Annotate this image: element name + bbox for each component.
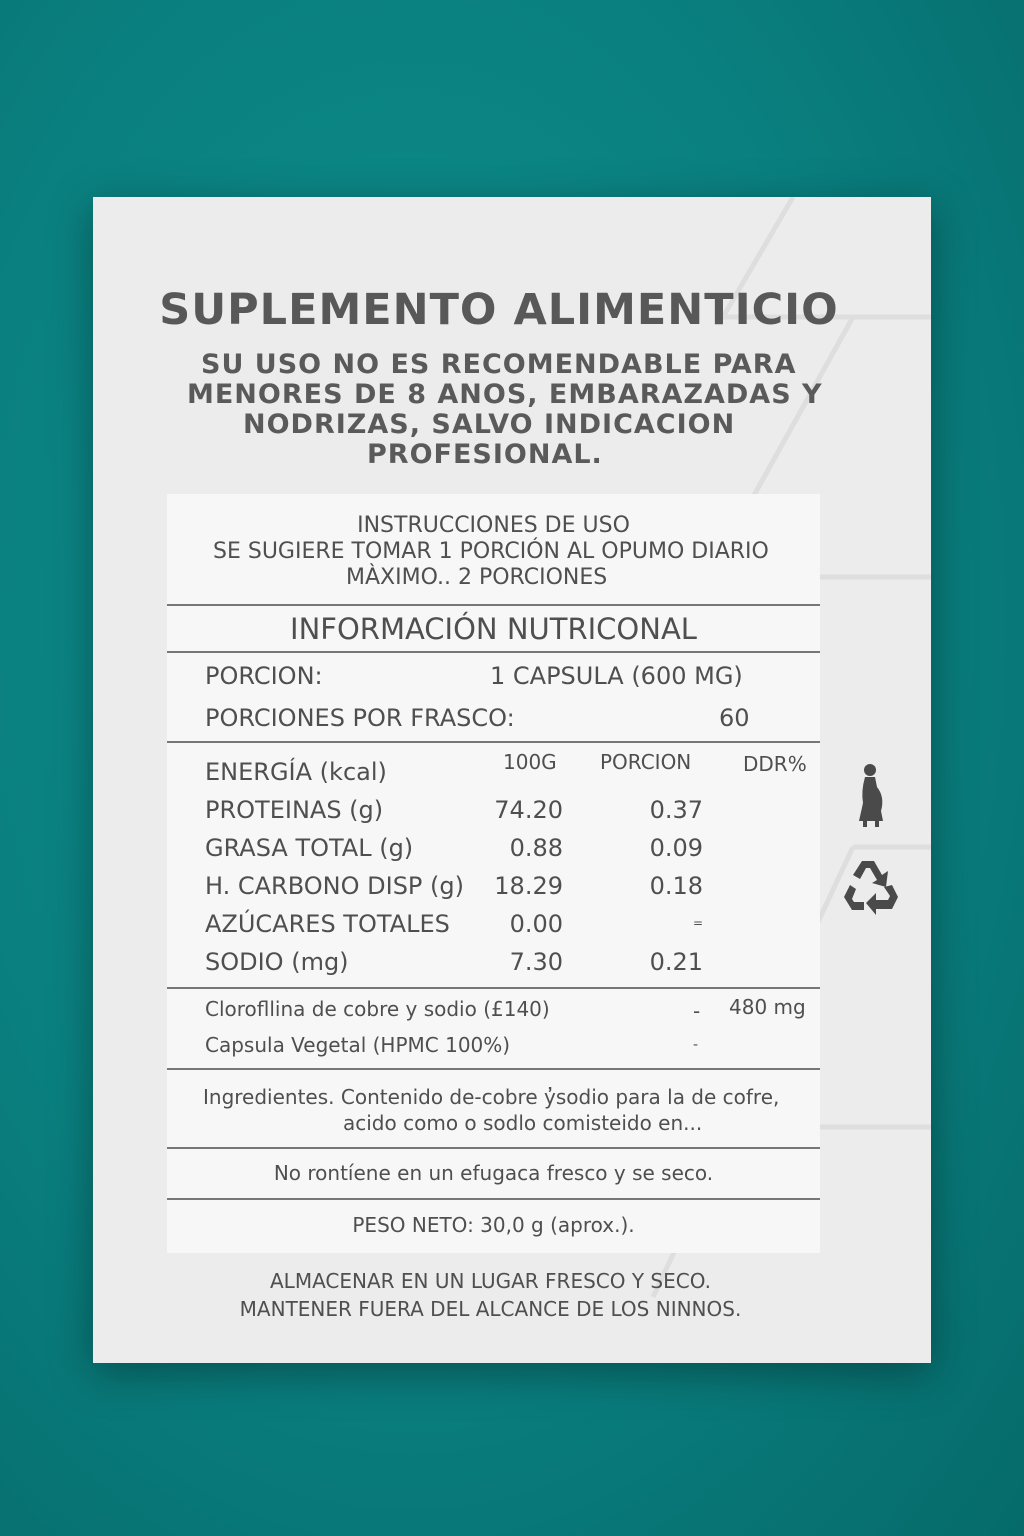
row-sodium-portion: 0.21 xyxy=(649,948,703,976)
footer-line-2: MANTENER FUERA DEL ALCANCE DE LOS NINNOS. xyxy=(239,1297,742,1321)
storage-note: No rontíene en un efugaca fresco y se seco. xyxy=(273,1161,714,1185)
row-carbs-portion: 0.18 xyxy=(649,872,703,900)
extra-capsule-dash: - xyxy=(693,1037,699,1053)
row-sugars-100g: 0.00 xyxy=(509,910,563,938)
row-carbs-label: H. CARBONO DISP (g) xyxy=(205,872,464,900)
nutrition-title: INFORMACIÓN NUTRICONAL xyxy=(290,612,697,646)
portion-label: PORCION: xyxy=(205,662,323,690)
header-100g: 100G xyxy=(503,750,557,774)
footer-line-1: ALMACENAR EN UN LUGAR FRESCO Y SECO. xyxy=(270,1269,711,1293)
header-ddr: DDR% xyxy=(743,752,807,776)
row-sugars-portion: = xyxy=(692,916,703,930)
divider xyxy=(167,604,820,606)
row-fat-label: GRASA TOTAL (g) xyxy=(205,834,414,862)
row-fat-100g: 0.88 xyxy=(509,834,563,862)
pregnant-woman-icon xyxy=(853,763,889,829)
header-portion: PORCION xyxy=(600,750,692,774)
label-card xyxy=(93,197,931,1363)
ingredients-line-2: acido como o sodlo comisteido en... xyxy=(343,1111,703,1135)
per-bottle-label: PORCIONES POR FRASCO: xyxy=(205,704,515,732)
extra-chlorophyllin-label: Clorofllina de cobre y sodio (£140) xyxy=(205,997,550,1021)
extra-chlorophyllin-dash: - xyxy=(693,999,701,1023)
divider xyxy=(167,987,820,989)
instructions-line-2: MÀXIMO.. 2 PORCIONES xyxy=(346,565,608,590)
row-protein-label: PROTEINAS (g) xyxy=(205,796,384,824)
divider xyxy=(167,651,820,653)
warning-line-2: MENORES DE 8 ANOS, EMBARAZADAS Y xyxy=(187,379,823,410)
row-energy-label: ENERGÍA (kcal) xyxy=(205,758,387,786)
divider xyxy=(167,741,820,743)
warning-line-4: PROFESIONAL. xyxy=(367,439,603,470)
extra-capsule-label: Capsula Vegetal (HPMC 100%) xyxy=(205,1033,511,1057)
recycle-icon xyxy=(840,855,902,917)
warning-line-3: NODRIZAS, SALVO INDICACION xyxy=(243,409,736,440)
divider xyxy=(167,1147,820,1149)
row-sodium-label: SODIO (mg) xyxy=(205,948,349,976)
product-title: SUPLEMENTO ALIMENTICIO xyxy=(159,285,839,335)
per-bottle-value: 60 xyxy=(719,704,750,732)
divider xyxy=(167,1068,820,1070)
row-carbs-100g: 18.29 xyxy=(494,872,563,900)
extra-chlorophyllin-value: 480 mg xyxy=(729,995,806,1019)
row-sugars-label: AZÚCARES TOTALES xyxy=(205,910,450,938)
row-sodium-100g: 7.30 xyxy=(509,948,563,976)
ingredients-line-1: Ingredientes. Contenido de-cobre y̓sodio para la de cofre, xyxy=(203,1085,780,1109)
instructions-heading: INSTRUCCIONES DE USO xyxy=(357,513,630,538)
instructions-line-1: SE SUGIERE TOMAR 1 PORCIÓN AL OPUMO DIARIO xyxy=(213,539,769,564)
portion-value: 1 CAPSULA (600 MG) xyxy=(490,662,743,690)
row-protein-portion: 0.37 xyxy=(649,796,703,824)
warning-line-1: SU USO NO ES RECOMENDABLE PARA xyxy=(201,349,797,380)
divider xyxy=(167,1198,820,1200)
net-weight: PESO NETO: 30,0 g (aprox.). xyxy=(352,1213,635,1237)
row-fat-portion: 0.09 xyxy=(649,834,703,862)
row-protein-100g: 74.20 xyxy=(494,796,563,824)
